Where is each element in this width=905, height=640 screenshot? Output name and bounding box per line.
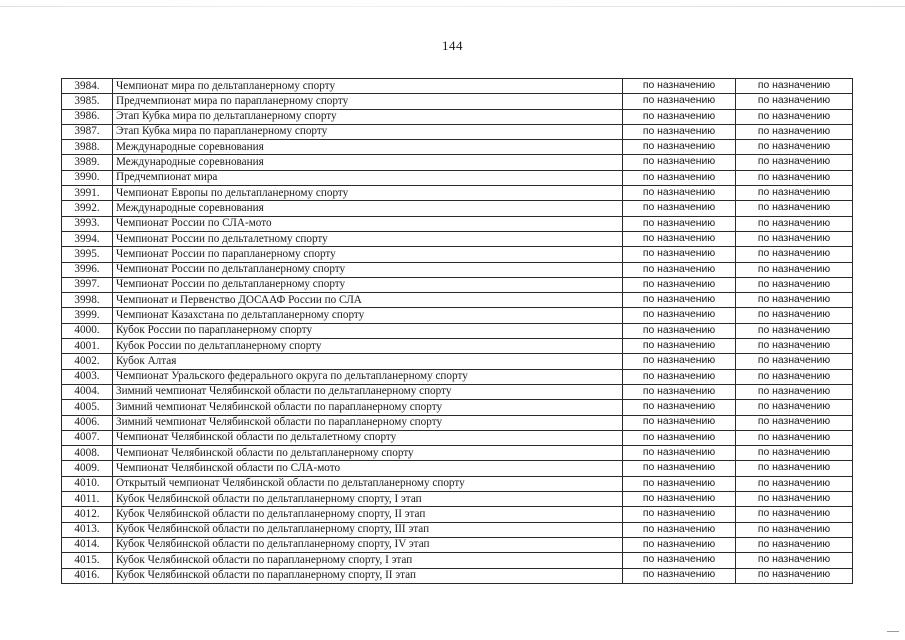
assignment-cell: по назначению [736,216,853,231]
assignment-cell: по назначению [623,507,736,522]
table-row [62,293,853,308]
assignment-cell: по назначению [623,140,736,155]
assignment-cell: по назначению [736,124,853,139]
table-row [62,262,853,277]
assignment-cell: по назначению [623,415,736,430]
competition-name-cell: Чемпионат мира по дельтапланерному спорту [113,79,623,94]
competition-name-cell: Чемпионат Челябинской области по дельталетному спорту [113,430,623,445]
row-number-cell: 3999. [62,308,113,323]
table-row [62,354,853,369]
row-number-cell: 4005. [62,400,113,415]
table-row [62,109,853,124]
row-number-cell: 4015. [62,553,113,568]
table-row [62,124,853,139]
competition-name-cell: Предчемпионат мира [113,170,623,185]
scan-artifact [887,631,899,636]
competition-name-cell: Кубок России по парапланерному спорту [113,323,623,338]
competition-name-cell: Кубок Челябинской области по парапланерному спорту, I этап [113,553,623,568]
assignment-cell: по назначению [623,109,736,124]
assignment-cell: по назначению [623,170,736,185]
table-row [62,140,853,155]
assignment-cell: по назначению [623,79,736,94]
row-number-cell: 3998. [62,293,113,308]
competition-name-cell: Кубок России по дельтапланерному спорту [113,339,623,354]
competition-name-cell: Кубок Челябинской области по дельтапланерному спорту, III этап [113,522,623,537]
table-row [62,522,853,537]
table-row [62,415,853,430]
row-number-cell: 4000. [62,323,113,338]
table-row [62,79,853,94]
assignment-cell: по назначению [736,507,853,522]
assignment-cell: по назначению [736,155,853,170]
assignment-cell: по назначению [736,109,853,124]
table-row [62,323,853,338]
row-number-cell: 3992. [62,201,113,216]
assignment-cell: по назначению [736,170,853,185]
table-row [62,476,853,491]
assignment-cell: по назначению [736,461,853,476]
table-row [62,201,853,216]
table-row [62,430,853,445]
competition-name-cell: Международные соревнования [113,140,623,155]
assignment-cell: по назначению [736,537,853,552]
row-number-cell: 4009. [62,461,113,476]
assignment-cell: по назначению [623,553,736,568]
competition-name-cell: Чемпионат России по дельтапланерному спорту [113,262,623,277]
row-number-cell: 4016. [62,568,113,583]
table-row [62,339,853,354]
row-number-cell: 4010. [62,476,113,491]
row-number-cell: 4012. [62,507,113,522]
row-number-cell: 3991. [62,186,113,201]
competition-name-cell: Чемпионат и Первенство ДОСААФ России по СЛА [113,293,623,308]
table-row [62,507,853,522]
assignment-cell: по назначению [623,201,736,216]
assignment-cell: по назначению [736,140,853,155]
assignment-cell: по назначению [736,384,853,399]
assignment-cell: по назначению [623,186,736,201]
competition-name-cell: Чемпионат Европы по дельтапланерному спорту [113,186,623,201]
assignment-cell: по назначению [623,476,736,491]
competition-name-cell: Чемпионат России по СЛА-мото [113,216,623,231]
assignment-cell: по назначению [623,124,736,139]
competition-name-cell: Международные соревнования [113,201,623,216]
row-number-cell: 4003. [62,369,113,384]
competition-name-cell: Кубок Челябинской области по дельтапланерному спорту, II этап [113,507,623,522]
competition-name-cell: Чемпионат Челябинской области по дельтапланерному спорту [113,446,623,461]
competition-name-cell: Кубок Челябинской области по парапланерному спорту, II этап [113,568,623,583]
assignment-cell: по назначению [623,308,736,323]
assignment-cell: по назначению [623,492,736,507]
row-number-cell: 4001. [62,339,113,354]
assignment-cell: по назначению [736,247,853,262]
assignment-cell: по назначению [623,461,736,476]
assignment-cell: по назначению [623,339,736,354]
row-number-cell: 4013. [62,522,113,537]
row-number-cell: 3988. [62,140,113,155]
assignment-cell: по назначению [623,369,736,384]
assignment-cell: по назначению [736,354,853,369]
table-row [62,461,853,476]
assignment-cell: по назначению [736,339,853,354]
row-number-cell: 4004. [62,384,113,399]
assignment-cell: по назначению [623,247,736,262]
assignment-cell: по назначению [736,369,853,384]
assignment-cell: по назначению [736,308,853,323]
assignment-cell: по назначению [736,186,853,201]
competition-name-cell: Открытый чемпионат Челябинской области по дельтапланерному спорту [113,476,623,491]
competition-name-cell: Предчемпионат мира по парапланерному спорту [113,94,623,109]
table-row [62,492,853,507]
assignment-cell: по назначению [623,568,736,583]
assignment-cell: по назначению [736,323,853,338]
assignment-cell: по назначению [736,446,853,461]
assignment-cell: по назначению [736,94,853,109]
assignment-cell: по назначению [623,155,736,170]
competition-name-cell: Чемпионат Уральского федерального округа по дельтапланерному спорту [113,369,623,384]
competition-name-cell: Кубок Челябинской области по дельтапланерному спорту, IV этап [113,537,623,552]
row-number-cell: 3989. [62,155,113,170]
table-row [62,369,853,384]
competition-name-cell: Чемпионат России по дельтапланерному спорту [113,277,623,292]
competition-name-cell: Чемпионат Казахстана по дельтапланерному спорту [113,308,623,323]
table-body [62,79,853,584]
assignment-cell: по назначению [623,277,736,292]
table-row [62,216,853,231]
competition-name-cell: Чемпионат России по парапланерному спорту [113,247,623,262]
competition-name-cell: Кубок Алтая [113,354,623,369]
table-row [62,277,853,292]
assignment-cell: по назначению [623,354,736,369]
table-row [62,446,853,461]
row-number-cell: 3993. [62,216,113,231]
table-row [62,94,853,109]
row-number-cell: 3990. [62,170,113,185]
row-number-cell: 4002. [62,354,113,369]
scan-edge-line [0,6,905,7]
row-number-cell: 3994. [62,231,113,246]
assignment-cell: по назначению [736,522,853,537]
assignment-cell: по назначению [623,323,736,338]
row-number-cell: 3996. [62,262,113,277]
assignment-cell: по назначению [736,492,853,507]
page-number: 144 [442,38,463,53]
assignment-cell: по назначению [736,400,853,415]
assignment-cell: по назначению [736,262,853,277]
table-row [62,186,853,201]
assignment-cell: по назначению [736,293,853,308]
row-number-cell: 4006. [62,415,113,430]
assignment-cell: по назначению [736,568,853,583]
competition-name-cell: Зимний чемпионат Челябинской области по парапланерному спорту [113,400,623,415]
assignment-cell: по назначению [623,293,736,308]
assignment-cell: по назначению [736,430,853,445]
table-row [62,231,853,246]
assignment-cell: по назначению [736,231,853,246]
row-number-cell: 3995. [62,247,113,262]
assignment-cell: по назначению [623,522,736,537]
assignment-cell: по назначению [736,277,853,292]
assignment-cell: по назначению [623,262,736,277]
assignment-cell: по назначению [623,446,736,461]
assignment-cell: по назначению [736,79,853,94]
competition-name-cell: Зимний чемпионат Челябинской области по дельтапланерному спорту [113,384,623,399]
assignment-cell: по назначению [623,384,736,399]
row-number-cell: 3984. [62,79,113,94]
row-number-cell: 3986. [62,109,113,124]
assignment-cell: по назначению [623,537,736,552]
row-number-cell: 4014. [62,537,113,552]
competition-name-cell: Чемпионат России по дельталетному спорту [113,231,623,246]
table-row [62,537,853,552]
assignment-cell: по назначению [623,231,736,246]
assignment-cell: по назначению [736,476,853,491]
table-row [62,400,853,415]
row-number-cell: 4011. [62,492,113,507]
competition-name-cell: Этап Кубка мира по дельтапланерному спорту [113,109,623,124]
competitions-table [61,78,853,584]
table-row [62,568,853,583]
competition-name-cell: Кубок Челябинской области по дельтапланерному спорту, I этап [113,492,623,507]
table-row [62,308,853,323]
table-row [62,155,853,170]
assignment-cell: по назначению [623,400,736,415]
assignment-cell: по назначению [736,415,853,430]
table-row [62,553,853,568]
competition-name-cell: Международные соревнования [113,155,623,170]
assignment-cell: по назначению [736,553,853,568]
competition-name-cell: Зимний чемпионат Челябинской области по парапланерному спорту [113,415,623,430]
row-number-cell: 3985. [62,94,113,109]
row-number-cell: 3987. [62,124,113,139]
row-number-cell: 4007. [62,430,113,445]
table-row [62,384,853,399]
row-number-cell: 4008. [62,446,113,461]
assignment-cell: по назначению [623,216,736,231]
assignment-cell: по назначению [736,201,853,216]
row-number-cell: 3997. [62,277,113,292]
assignment-cell: по назначению [623,94,736,109]
assignment-cell: по назначению [623,430,736,445]
competition-name-cell: Чемпионат Челябинской области по СЛА-мото [113,461,623,476]
table-row [62,170,853,185]
competition-name-cell: Этап Кубка мира по парапланерному спорту [113,124,623,139]
table-row [62,247,853,262]
